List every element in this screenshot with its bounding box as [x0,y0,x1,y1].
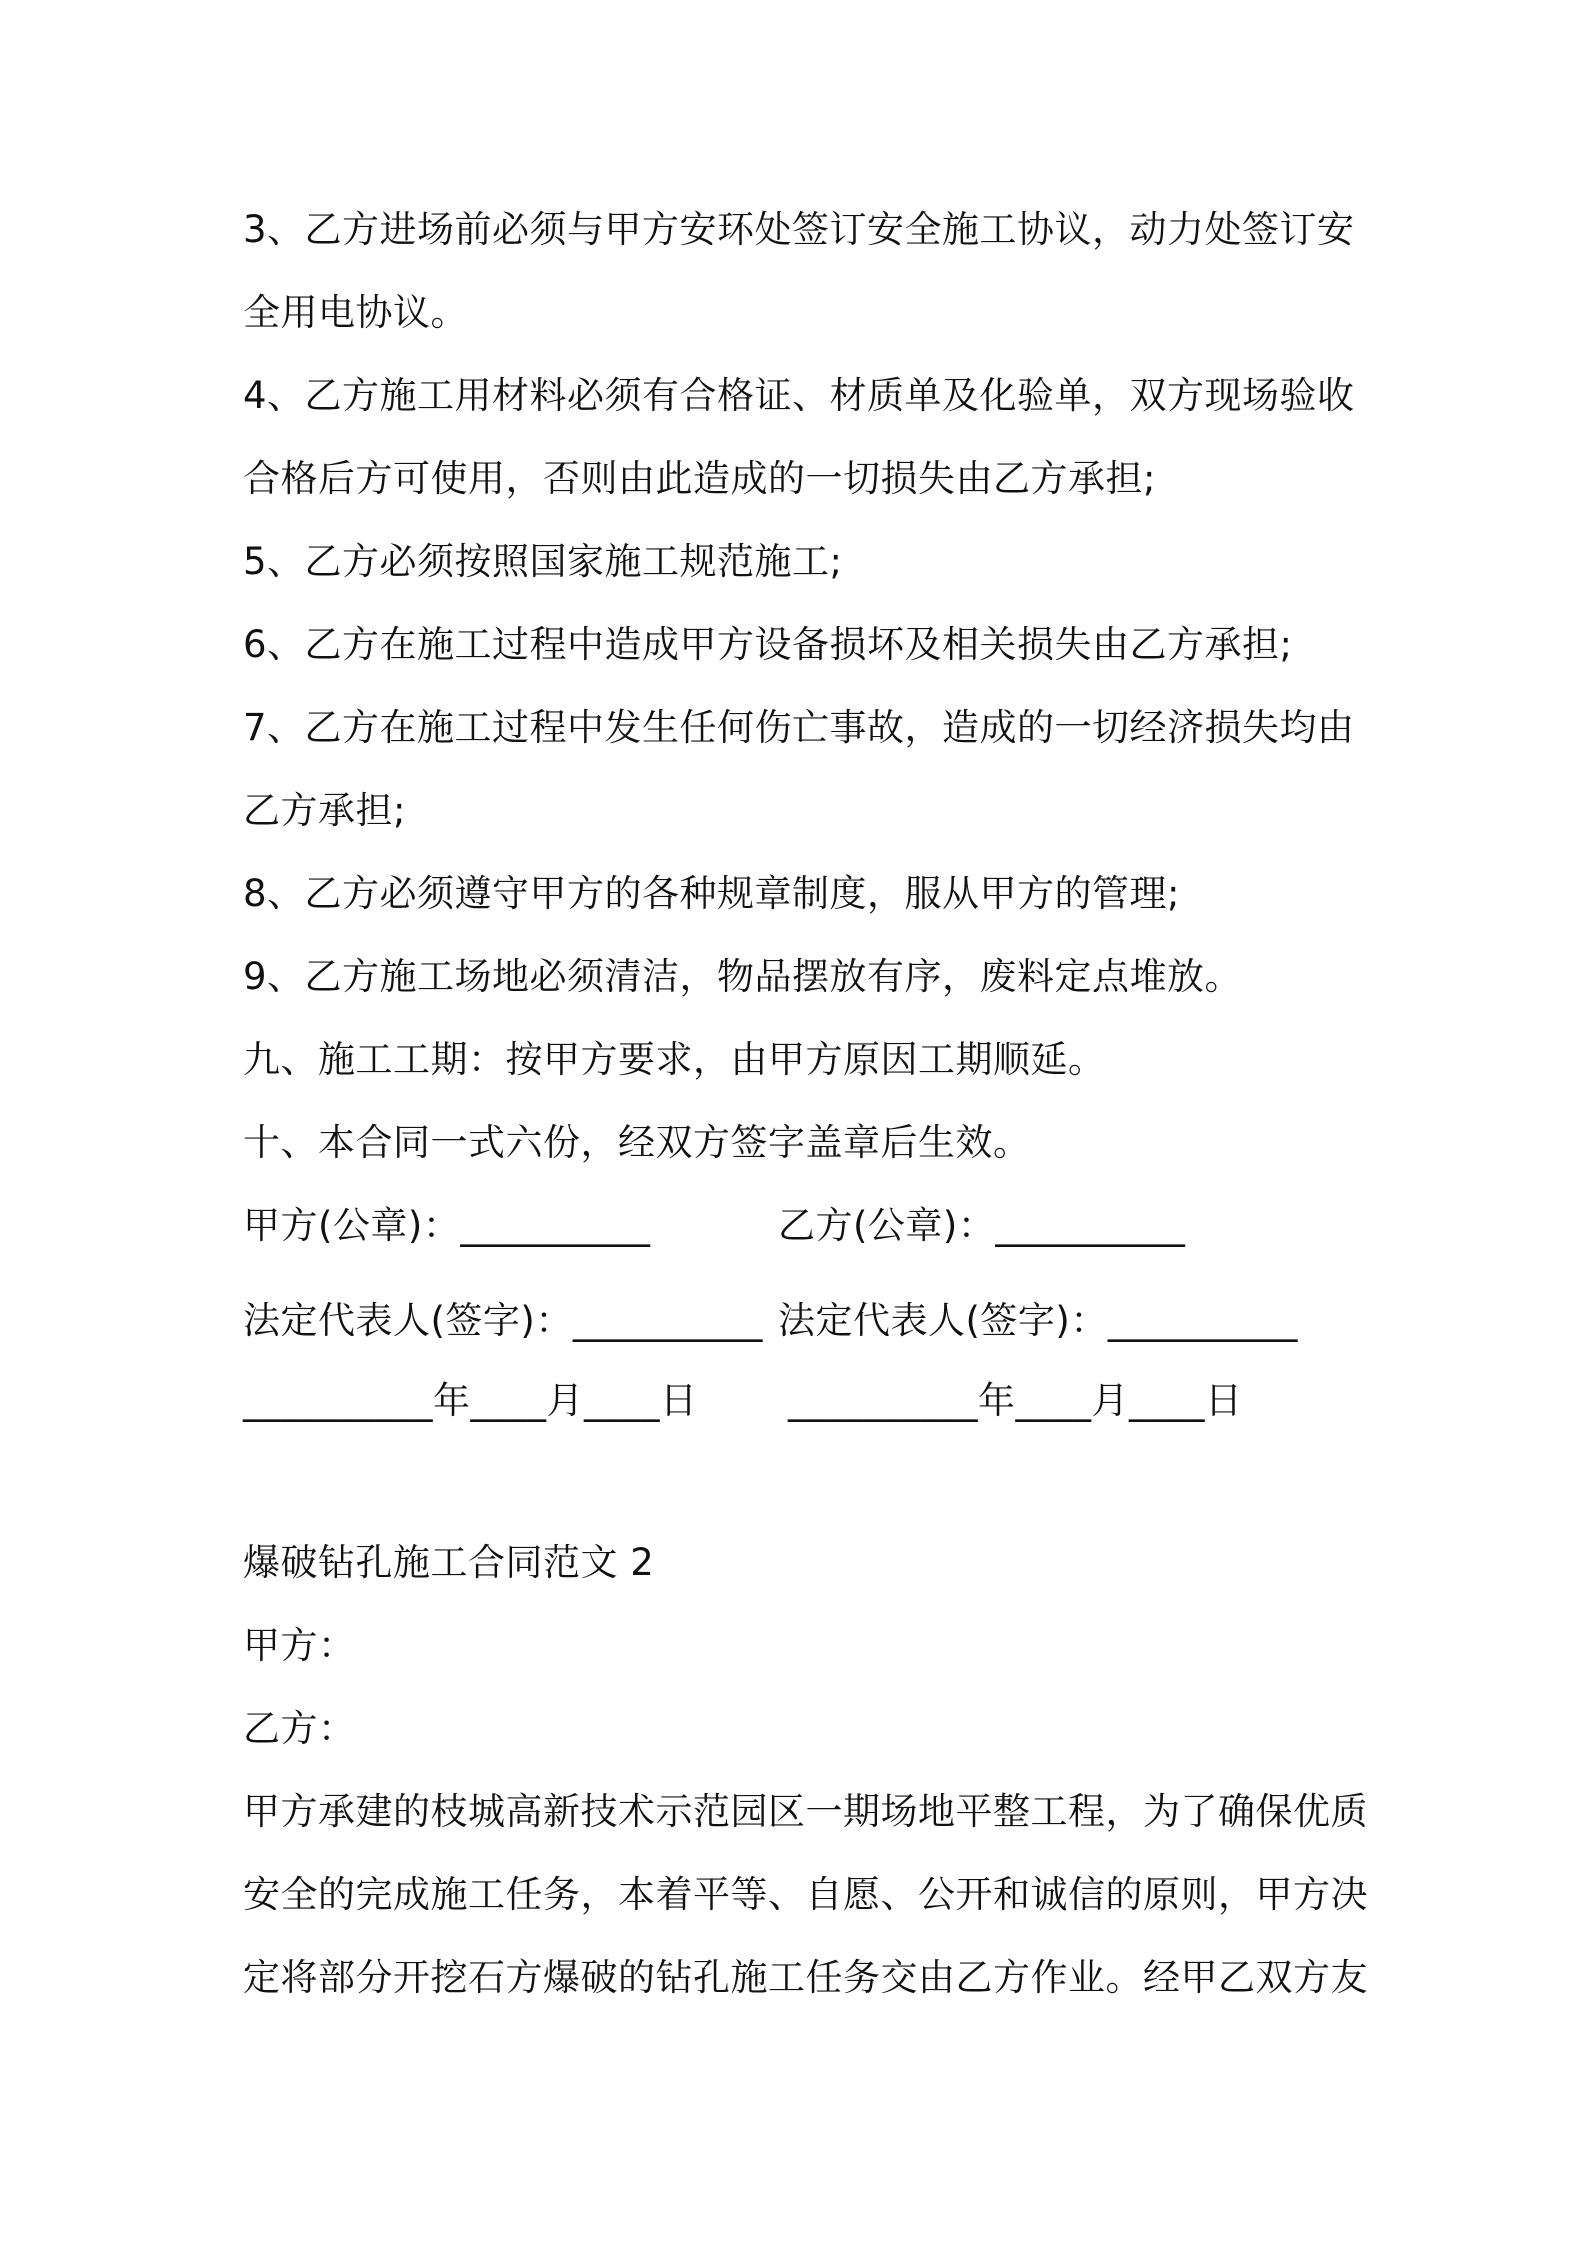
clause-3-line-2: 全用电协议。 [243,291,468,334]
second-contract-party-b: 乙方： [243,1707,356,1750]
party-a-seal-field: 甲方(公章)：__________ [243,1204,651,1247]
clause-4-line-1: 4、乙方施工用材料必须有合格证、材质单及化验单，双方现场验收 [243,374,1355,417]
party-a-representative-field: 法定代表人(签字)：__________ [243,1299,763,1342]
second-contract-title: 爆破钻孔施工合同范文 2 [243,1541,655,1584]
clause-7-line-1: 7、乙方在施工过程中发生任何伤亡事故，造成的一切经济损失均由 [243,706,1355,749]
clause-3-line-1: 3、乙方进场前必须与甲方安环处签订安全施工协议，动力处签订安 [243,208,1355,251]
party-b-date-field: __________年____月____日 [788,1379,1243,1422]
party-b-representative-field: 法定代表人(签字)：__________ [778,1299,1298,1342]
second-contract-intro-line-3: 定将部分开挖石方爆破的钻孔施工任务交由乙方作业。经甲乙双方友 [243,1956,1368,1999]
second-contract-party-a: 甲方： [243,1624,356,1667]
clause-8: 8、乙方必须遵守甲方的各种规章制度，服从甲方的管理; [243,872,1181,915]
clause-4-line-2: 合格后方可使用，否则由此造成的一切损失由乙方承担; [243,457,1156,500]
clause-7-line-2: 乙方承担; [243,789,406,832]
party-a-date-field: __________年____月____日 [243,1379,698,1422]
clause-5: 5、乙方必须按照国家施工规范施工; [243,540,843,583]
clause-9: 9、乙方施工场地必须清洁，物品摆放有序，废料定点堆放。 [243,955,1243,998]
second-contract-intro-line-2: 安全的完成施工任务，本着平等、自愿、公开和诚信的原则，甲方决 [243,1873,1368,1916]
second-contract-intro-line-1: 甲方承建的枝城高新技术示范园区一期场地平整工程，为了确保优质 [243,1790,1368,1833]
section-9-schedule: 九、施工工期：按甲方要求，由甲方原因工期顺延。 [243,1038,1106,1081]
section-10-copies: 十、本合同一式六份，经双方签字盖章后生效。 [243,1121,1031,1164]
clause-6: 6、乙方在施工过程中造成甲方设备损坏及相关损失由乙方承担; [243,623,1293,666]
party-b-seal-field: 乙方(公章)：__________ [778,1204,1186,1247]
